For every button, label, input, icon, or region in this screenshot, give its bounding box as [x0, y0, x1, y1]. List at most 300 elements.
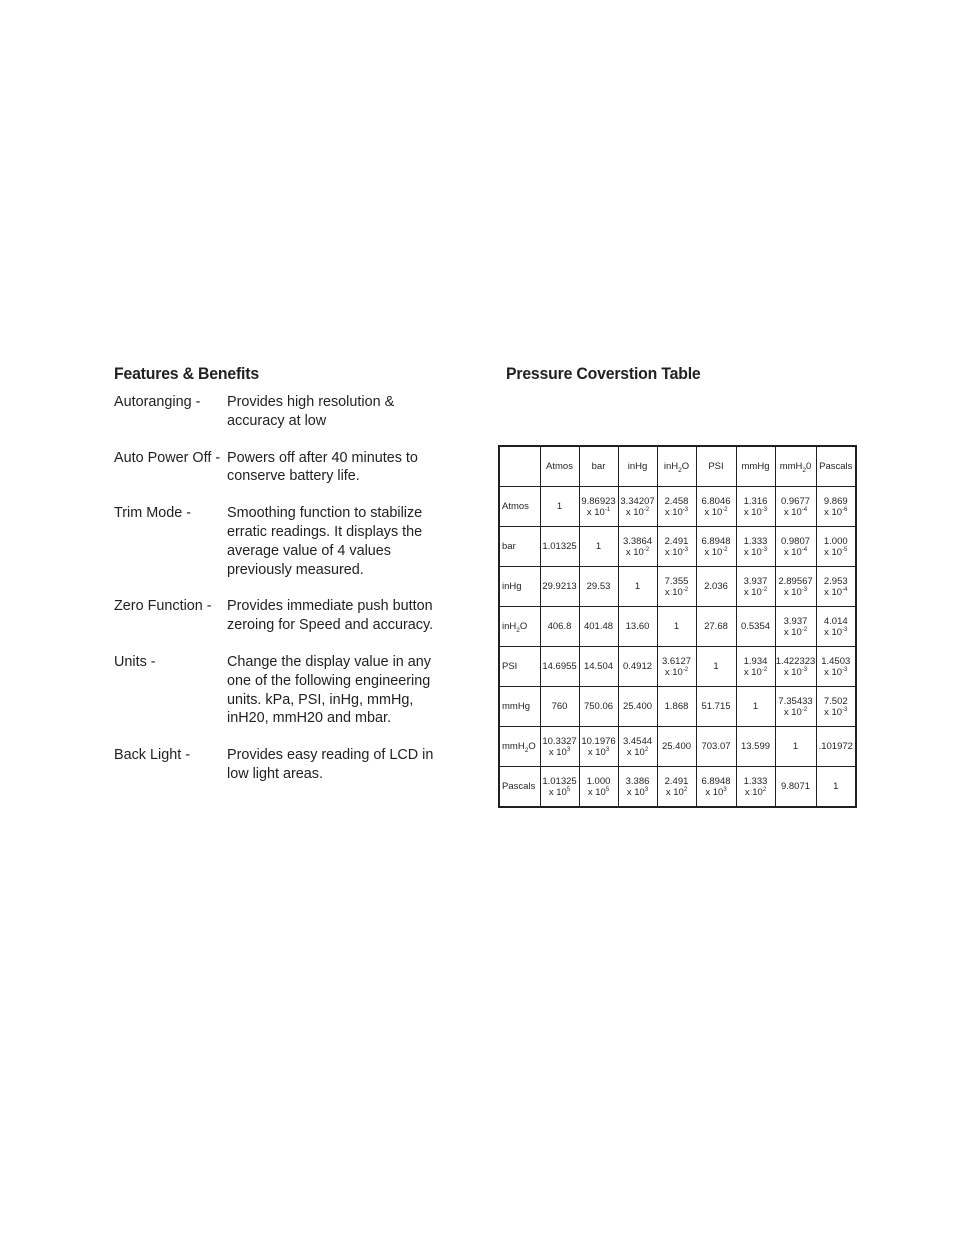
table-cell: [775, 527, 816, 567]
cell-value: 1: [752, 701, 759, 712]
cell-value: 3.937: [783, 615, 808, 627]
table-cell: [696, 647, 736, 687]
table-cell: [657, 567, 696, 607]
cell-value: 3.6127: [661, 655, 692, 667]
unit-name: mmH: [779, 461, 803, 472]
exponent-prefix: x 10: [664, 546, 683, 558]
cell-exponent: [737, 667, 775, 678]
unit-subscript: 2: [524, 746, 529, 754]
exponent-prefix: x 10: [743, 586, 762, 598]
table-cell: [816, 487, 856, 527]
table-row: [499, 687, 856, 727]
cell-value: 0.5354: [740, 621, 771, 632]
exponent-prefix: x 10: [783, 546, 802, 558]
cell-exponent: [658, 787, 696, 798]
unit-name: bar: [502, 541, 516, 552]
exponent-power: -2: [722, 506, 728, 513]
exponent-power: 2: [644, 746, 649, 753]
table-cell: [696, 487, 736, 527]
unit-subscript: 2: [802, 466, 807, 474]
exponent-prefix: x 10: [824, 506, 843, 518]
cell-value: 1.868: [664, 701, 689, 712]
cell-exponent: [817, 627, 856, 638]
exponent-prefix: x 10: [743, 546, 762, 558]
cell-value: 1: [556, 501, 563, 512]
table-cell: [540, 567, 579, 607]
cell-value: 6.8046: [701, 495, 731, 507]
cell-exponent: [817, 587, 856, 598]
cell-value: 0.9677: [780, 495, 811, 507]
cell-value: 3.3864: [622, 535, 653, 547]
cell-exponent: [580, 747, 618, 758]
unit-suffix: 0: [806, 461, 812, 472]
cell-value: 0.9807: [780, 535, 811, 547]
table-cell: [540, 487, 579, 527]
cell-exponent: [817, 547, 856, 558]
cell-exponent: [580, 787, 618, 798]
unit-name: inHg: [627, 461, 648, 472]
table-cell: [736, 727, 775, 767]
feature-item: [114, 746, 444, 784]
cell-exponent: [658, 587, 696, 598]
table-cell: [657, 647, 696, 687]
cell-value: 2.458: [664, 495, 689, 507]
feature-term: Zero Function -: [114, 598, 212, 615]
unit-suffix: O: [528, 741, 536, 752]
feature-term: Trim Mode -: [114, 505, 192, 522]
table-cell: [579, 647, 618, 687]
exponent-power: 3: [605, 746, 610, 753]
cell-value: 1: [792, 741, 799, 752]
feature-term: Back Light -: [114, 747, 190, 764]
exponent-power: -4: [801, 546, 808, 553]
table-cell: [736, 607, 775, 647]
cell-exponent: [697, 547, 736, 558]
unit-name: PSI: [502, 661, 518, 672]
cell-exponent: [817, 507, 856, 518]
table-cell: [696, 567, 736, 607]
cell-value: 14.504: [583, 661, 614, 672]
row-header: [499, 727, 540, 767]
table-cell: [657, 487, 696, 527]
unit-name: inH: [663, 461, 679, 472]
cell-value: 2.953: [823, 575, 848, 587]
cell-value: 1: [833, 781, 839, 792]
exponent-prefix: x 10: [548, 786, 567, 798]
table-cell: [816, 567, 856, 607]
cell-exponent: [658, 547, 696, 558]
table-cell: [618, 647, 657, 687]
table-cell: [618, 727, 657, 767]
exponent-prefix: x 10: [783, 706, 802, 718]
row-header: [499, 767, 540, 808]
exponent-prefix: x 10: [587, 786, 606, 798]
exponent-power: -2: [761, 666, 768, 673]
exponent-prefix: x 10: [705, 786, 724, 798]
cell-value: .101972: [818, 741, 853, 752]
features-title: Features & Benefits: [114, 364, 259, 383]
table-cell: [579, 767, 618, 808]
exponent-prefix: x 10: [783, 666, 802, 678]
cell-value: 51.715: [701, 701, 731, 712]
cell-value: 6.8948: [701, 535, 731, 547]
table-cell: [736, 567, 775, 607]
cell-exponent: [658, 507, 696, 518]
unit-name: mmH: [502, 741, 525, 752]
column-header: [696, 446, 736, 487]
cell-value: 2.89567: [778, 575, 813, 587]
exponent-prefix: x 10: [664, 506, 683, 518]
exponent-power: -2: [761, 586, 768, 593]
exponent-power: -3: [801, 666, 808, 673]
exponent-prefix: x 10: [704, 506, 723, 518]
table-cell: [579, 607, 618, 647]
cell-exponent: [619, 547, 657, 558]
cell-value: 6.8948: [701, 775, 731, 787]
cell-exponent: [541, 747, 579, 758]
exponent-prefix: x 10: [626, 746, 645, 758]
table-cell: [579, 527, 618, 567]
cell-exponent: [580, 507, 618, 518]
cell-value: 1.000: [823, 535, 848, 547]
feature-item: [114, 393, 444, 431]
table-cell: [657, 727, 696, 767]
table-cell: [540, 767, 579, 808]
unit-name: inHg: [502, 581, 522, 592]
unit-name: Atmos: [502, 501, 529, 512]
table-cell: [816, 527, 856, 567]
exponent-power: -5: [842, 546, 848, 553]
table-cell: [775, 687, 816, 727]
cell-value: 13.599: [740, 741, 771, 752]
exponent-prefix: x 10: [743, 666, 762, 678]
row-header: [499, 607, 540, 647]
cell-exponent: [619, 507, 657, 518]
exponent-power: -2: [801, 626, 808, 633]
row-header: [499, 527, 540, 567]
table-cell: [696, 767, 736, 808]
cell-value: 29.9213: [542, 581, 577, 592]
table-cell: [618, 567, 657, 607]
cell-exponent: [817, 707, 856, 718]
exponent-power: -4: [801, 506, 808, 513]
exponent-power: -2: [801, 706, 808, 713]
cell-value: 10.1976: [581, 735, 616, 747]
cell-value: 2.491: [664, 535, 689, 547]
exponent-power: -2: [722, 546, 728, 553]
column-header: [775, 446, 816, 487]
exponent-power: -2: [643, 546, 650, 553]
cell-exponent: [776, 667, 816, 678]
cell-value: 9.869: [823, 495, 848, 507]
cell-exponent: [541, 787, 579, 798]
cell-value: 1.01325: [542, 775, 577, 787]
exponent-power: -6: [842, 506, 848, 513]
cell-value: 14.6955: [542, 661, 577, 672]
exponent-prefix: x 10: [586, 506, 605, 518]
cell-exponent: [697, 507, 736, 518]
exponent-prefix: x 10: [744, 786, 763, 798]
cell-value: 25.400: [622, 701, 653, 712]
cell-value: 2.491: [664, 775, 689, 787]
table-cell: [540, 647, 579, 687]
features-list: [114, 393, 444, 784]
table-cell: [736, 767, 775, 808]
unit-name: Atmos: [546, 461, 573, 472]
feature-item: [114, 449, 444, 487]
cell-exponent: [737, 787, 775, 798]
table-cell: [618, 607, 657, 647]
cell-value: 703.07: [701, 741, 731, 752]
row-header: [499, 647, 540, 687]
column-header: [540, 446, 579, 487]
table-cell: [540, 527, 579, 567]
table-cell: [696, 687, 736, 727]
features-section: [114, 364, 444, 802]
exponent-prefix: x 10: [587, 746, 606, 758]
row-header: [499, 567, 540, 607]
exponent-power: 2: [683, 786, 688, 793]
table-cell: [657, 527, 696, 567]
cell-value: 3.386: [625, 775, 650, 787]
table-cell: [540, 607, 579, 647]
table-row: [499, 567, 856, 607]
exponent-prefix: x 10: [783, 506, 802, 518]
cell-exponent: [619, 787, 657, 798]
table-cell: [696, 727, 736, 767]
cell-exponent: [776, 507, 816, 518]
cell-value: 1: [595, 541, 602, 552]
row-header: [499, 687, 540, 727]
table-cell: [579, 687, 618, 727]
cell-exponent: [737, 587, 775, 598]
exponent-prefix: x 10: [824, 546, 843, 558]
exponent-power: -3: [682, 546, 689, 553]
table-row: [499, 727, 856, 767]
column-header: [736, 446, 775, 487]
exponent-power: -1: [604, 506, 611, 513]
unit-name: Pascals: [819, 461, 853, 472]
cell-value: 25.400: [661, 741, 692, 752]
cell-exponent: [737, 547, 775, 558]
exponent-power: 3: [644, 786, 649, 793]
exponent-power: -2: [643, 506, 650, 513]
feature-description: Provides easy reading of LCD in low light areas.: [227, 747, 434, 782]
table-cell: [736, 647, 775, 687]
feature-description: Provides immediate push button zeroing for Speed and accuracy.: [227, 598, 434, 634]
cell-value: 1.4503: [821, 655, 851, 667]
table-row: [499, 607, 856, 647]
feature-term: Auto Power Off -: [114, 449, 221, 466]
exponent-prefix: x 10: [824, 706, 843, 718]
exponent-prefix: x 10: [824, 586, 843, 598]
exponent-prefix: x 10: [625, 506, 644, 518]
table-title: Pressure Coverstion Table: [506, 364, 701, 383]
table-cell: [816, 687, 856, 727]
table-cell: [618, 527, 657, 567]
feature-description: Smoothing function to stabilize erratic readings. It displays the average value of 4 values previously measured.: [227, 505, 423, 578]
cell-exponent: [776, 707, 816, 718]
cell-value: 1.422323: [775, 655, 816, 667]
table-cell: [657, 687, 696, 727]
exponent-prefix: x 10: [824, 666, 843, 678]
exponent-power: 3: [566, 746, 571, 753]
exponent-prefix: x 10: [704, 546, 723, 558]
exponent-prefix: x 10: [783, 586, 802, 598]
cell-exponent: [776, 627, 816, 638]
cell-value: 1.316: [743, 495, 768, 507]
table-cell: [816, 767, 856, 808]
cell-value: 1: [634, 581, 641, 592]
cell-exponent: [776, 587, 816, 598]
exponent-power: -3: [682, 506, 689, 513]
cell-value: 10.3327: [542, 735, 577, 747]
pressure-conversion-table: [498, 445, 857, 808]
cell-exponent: [697, 787, 736, 798]
cell-value: 1.333: [743, 775, 768, 787]
cell-exponent: [776, 547, 816, 558]
table-cell: [657, 767, 696, 808]
exponent-power: -4: [842, 586, 848, 593]
feature-term: Autoranging -: [114, 394, 201, 410]
exponent-power: -3: [761, 546, 768, 553]
cell-value: 2.036: [704, 581, 728, 592]
exponent-power: -3: [761, 506, 768, 513]
cell-value: 13.60: [625, 621, 650, 632]
table-cell: [696, 607, 736, 647]
cell-value: 7.35433: [778, 695, 813, 707]
table-cell: [540, 687, 579, 727]
exponent-prefix: x 10: [824, 626, 843, 638]
row-header: [499, 487, 540, 527]
exponent-power: -3: [842, 626, 848, 633]
exponent-prefix: x 10: [664, 666, 683, 678]
table-cell: [618, 487, 657, 527]
table-cell: [775, 487, 816, 527]
cell-value: 27.68: [704, 621, 728, 632]
exponent-power: -3: [801, 586, 808, 593]
table-cell: [775, 647, 816, 687]
table-cell: [736, 527, 775, 567]
unit-name: inH: [502, 621, 517, 632]
unit-name: mmHg: [741, 461, 770, 472]
table-cell: [816, 607, 856, 647]
table-cell: [816, 647, 856, 687]
cell-value: 401.48: [583, 621, 614, 632]
cell-value: 9.86923: [581, 495, 616, 507]
table-row: [499, 527, 856, 567]
cell-value: 1.934: [743, 655, 768, 667]
column-header: [618, 446, 657, 487]
table-cell: [618, 767, 657, 808]
exponent-prefix: x 10: [626, 786, 645, 798]
cell-exponent: [658, 667, 696, 678]
cell-value: 0.4912: [622, 661, 653, 672]
table-cell: [657, 607, 696, 647]
cell-value: 3.937: [743, 575, 768, 587]
table-row: [499, 767, 856, 808]
column-header: [579, 446, 618, 487]
table-cell: [775, 607, 816, 647]
unit-name: PSI: [708, 461, 724, 472]
table-cell: [579, 727, 618, 767]
cell-value: 1: [673, 621, 680, 632]
exponent-power: -2: [682, 586, 689, 593]
table-cell: [736, 487, 775, 527]
exponent-prefix: x 10: [665, 786, 684, 798]
exponent-power: -3: [842, 666, 848, 673]
exponent-power: 3: [723, 786, 727, 793]
exponent-prefix: x 10: [743, 506, 762, 518]
unit-subscript: 2: [516, 626, 520, 634]
cell-exponent: [817, 667, 856, 678]
cell-value: 7.502: [823, 695, 848, 707]
table-cell: [775, 767, 816, 808]
table-cell: [618, 687, 657, 727]
cell-value: 750.06: [583, 701, 614, 712]
unit-name: bar: [591, 461, 606, 472]
cell-value: 1.333: [743, 535, 768, 547]
cell-value: 3.34207: [620, 495, 655, 507]
cell-value: 760: [551, 701, 568, 712]
feature-description: Powers off after 40 minutes to conserve battery life.: [227, 449, 418, 485]
cell-value: 1.000: [586, 775, 611, 787]
exponent-power: 2: [762, 786, 767, 793]
cell-exponent: [737, 507, 775, 518]
table-cell: [775, 567, 816, 607]
cell-value: 406.8: [547, 621, 572, 632]
cell-value: 9.8071: [780, 781, 811, 792]
unit-suffix: O: [519, 621, 528, 632]
exponent-power: 5: [566, 786, 571, 793]
table-row: [499, 647, 856, 687]
table-cell: [736, 687, 775, 727]
cell-value: 1: [713, 661, 719, 672]
cell-value: 4.014: [823, 615, 848, 627]
cell-exponent: [619, 747, 657, 758]
exponent-power: 5: [605, 786, 610, 793]
table-cell: [696, 527, 736, 567]
unit-subscript: 2: [678, 466, 682, 474]
exponent-prefix: x 10: [625, 546, 644, 558]
table-header-row: [499, 446, 856, 487]
unit-name: Pascals: [502, 781, 536, 792]
table-cell: [579, 567, 618, 607]
feature-item: [114, 597, 444, 635]
exponent-power: -3: [842, 706, 848, 713]
cell-value: 1.01325: [542, 541, 577, 552]
exponent-prefix: x 10: [548, 746, 567, 758]
exponent-power: -2: [682, 666, 689, 673]
feature-item: [114, 653, 444, 728]
cell-value: 7.355: [664, 575, 689, 587]
cell-value: 3.4544: [622, 735, 653, 747]
corner-cell: [499, 446, 540, 487]
feature-description: Provides high resolution & accuracy at low: [227, 394, 395, 429]
table-cell: [579, 487, 618, 527]
exponent-prefix: x 10: [783, 626, 802, 638]
unit-suffix: O: [681, 461, 690, 472]
table-row: [499, 487, 856, 527]
table-cell: [540, 727, 579, 767]
feature-description: Change the display value in any one of the following engineering units. kPa, PSI, inHg, mmHg, inH20, mmH20 and mbar.: [227, 653, 432, 727]
table-cell: [816, 727, 856, 767]
cell-value: 29.53: [586, 581, 611, 592]
exponent-prefix: x 10: [664, 586, 683, 598]
column-header: [657, 446, 696, 487]
unit-name: mmHg: [502, 701, 530, 712]
column-header: [816, 446, 856, 487]
